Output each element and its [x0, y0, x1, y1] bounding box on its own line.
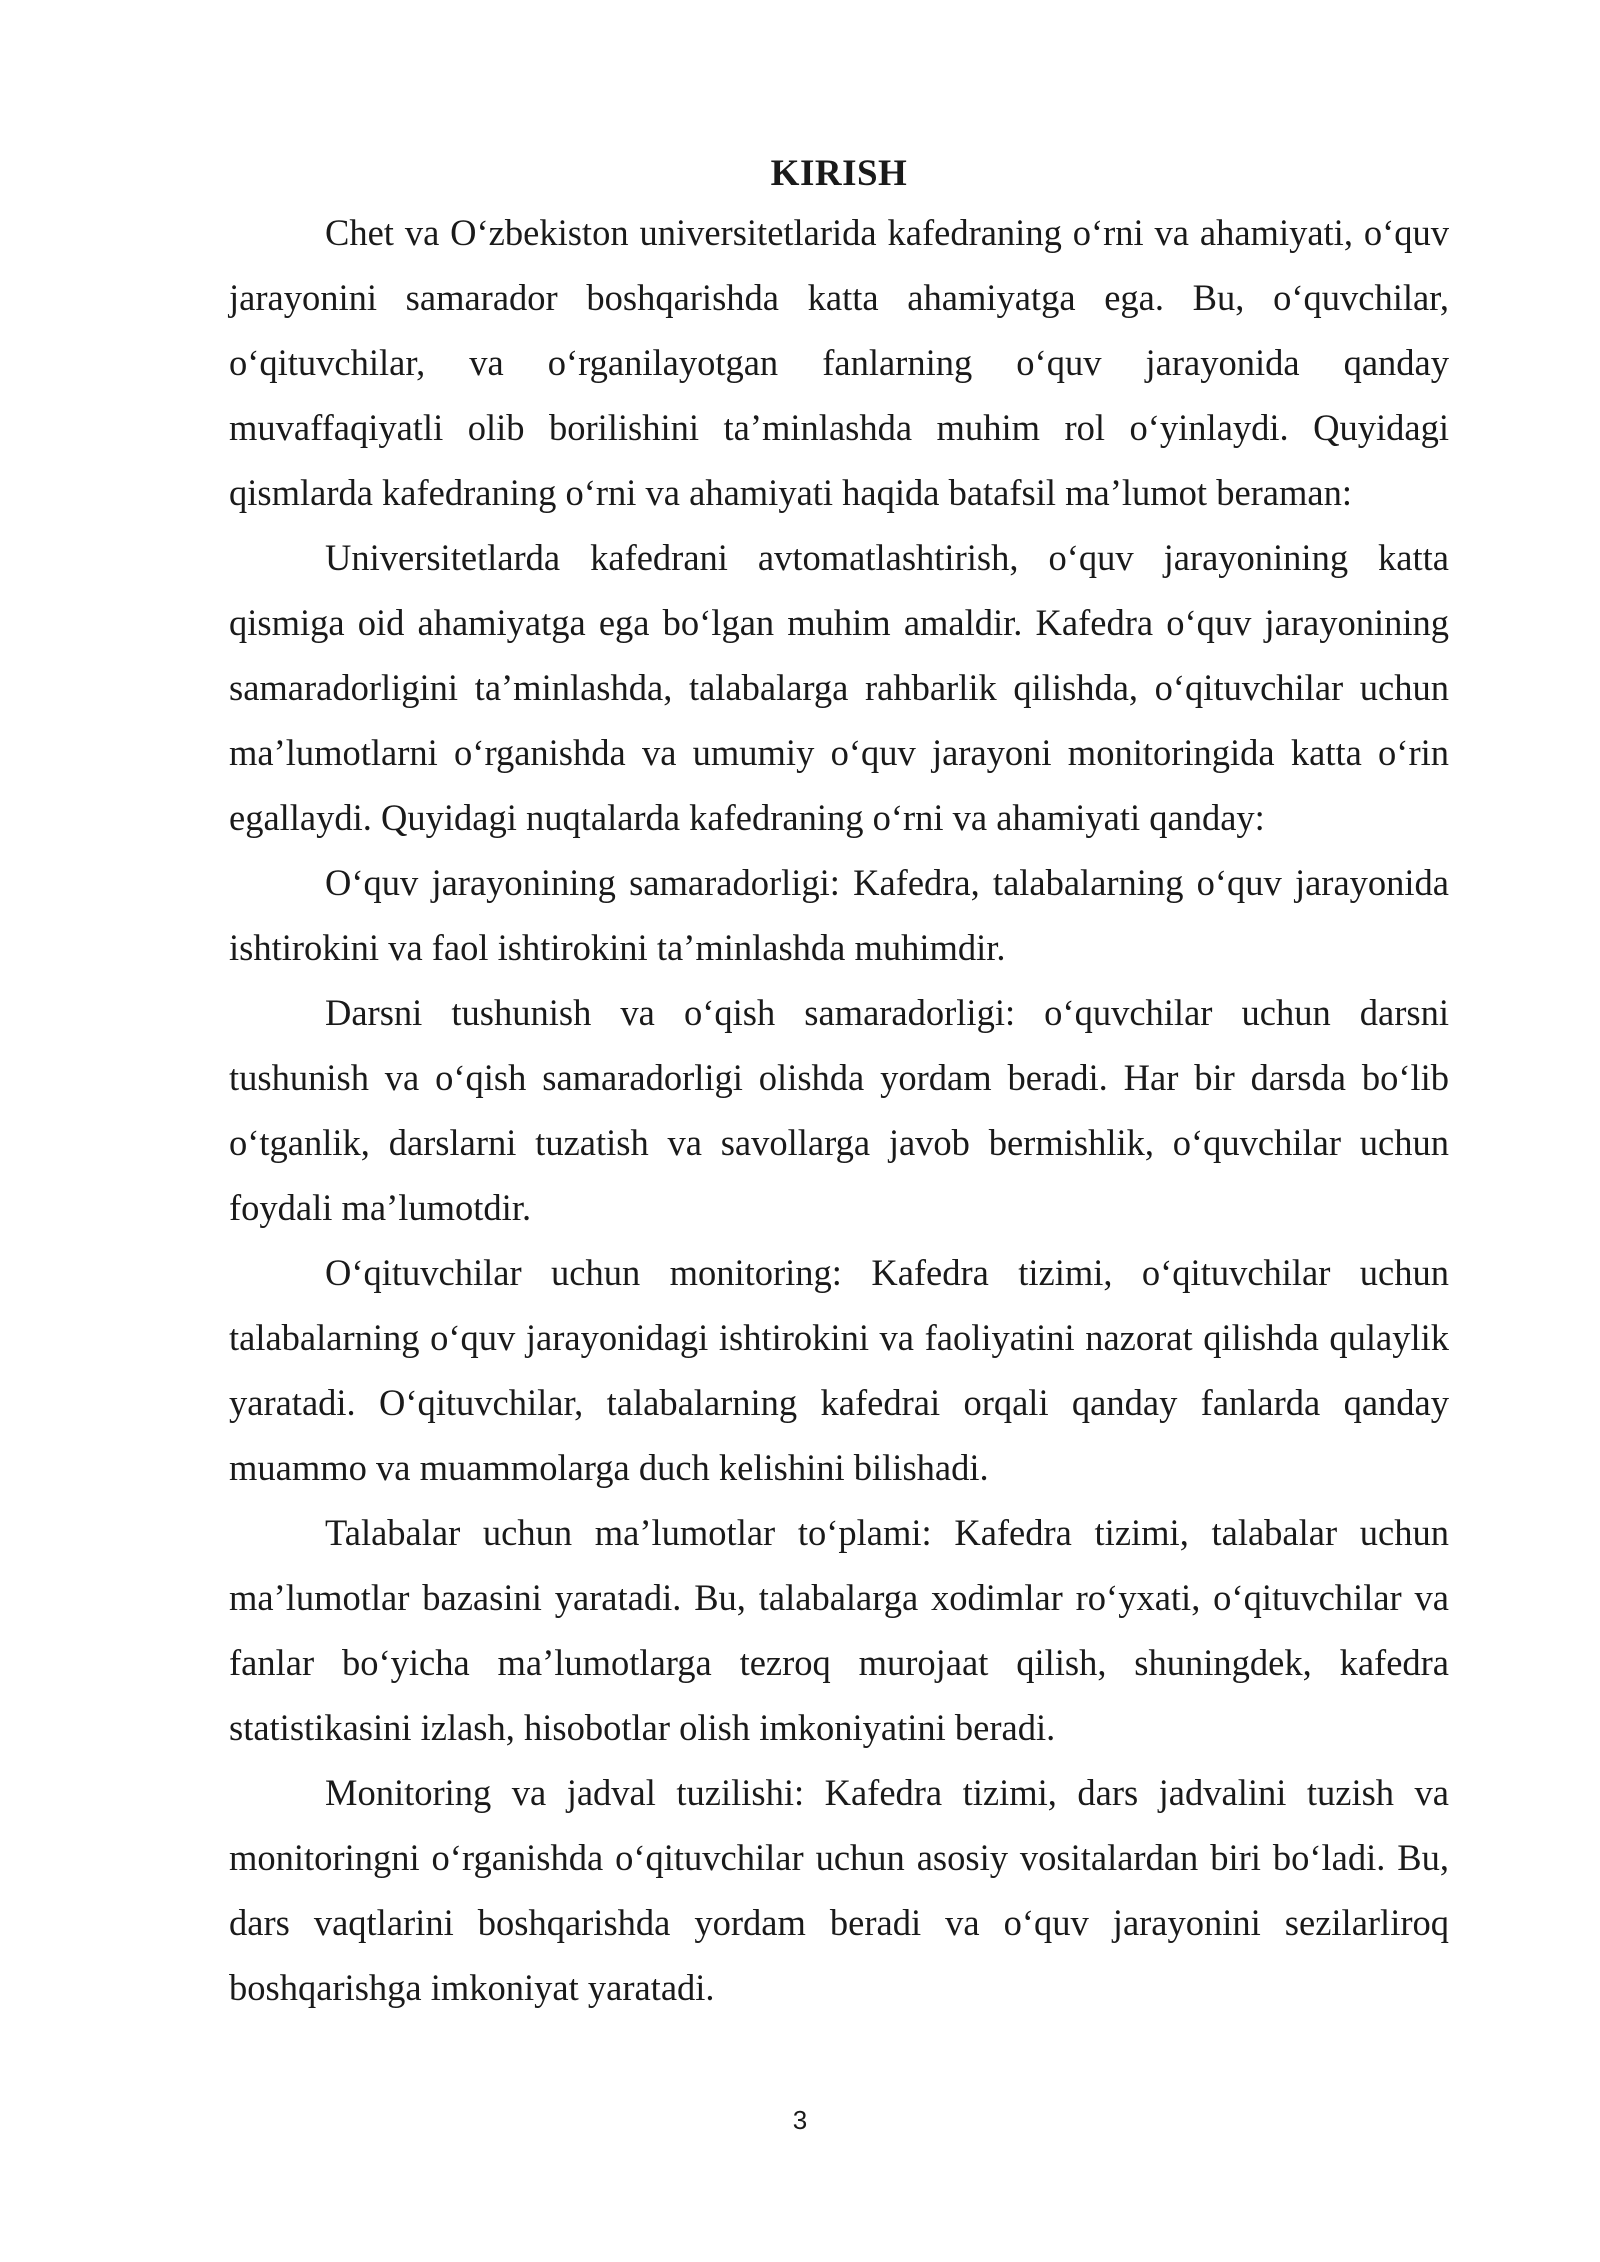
paragraph: Chet va O‘zbekiston universitetlarida kafedraning o‘rni va ahamiyati, o‘quv jarayonini samarador boshqarishda katta ahamiyatga ega. Bu, o‘quvchilar, o‘qituvchilar, va o‘rganilayotgan fanlarning o‘quv jarayonida qanday muvaffaqiyatli olib borilishini ta’minlashda muhim rol o‘yinlaydi. Quyidagi qismlarda kafedraning o‘rni va ahamiyati haqida batafsil ma’lumot beraman: — [229, 212, 1449, 513]
page-number: 3 — [792, 2105, 808, 2135]
paragraph: O‘qituvchilar uchun monitoring: Kafedra tizimi, o‘qituvchilar uchun talabalarning o‘quv jarayonidagi ishtirokini va faoliyatini nazorat qilishda qulaylik yaratadi. O‘qituvchilar, talabalarning kafedrai orqali qanday fanlarda qanday muammo va muammolarga duch kelishini bilishadi. — [229, 1252, 1449, 1488]
paragraph: O‘quv jarayonining samaradorligi: Kafedra, talabalarning o‘quv jarayonida ishtirokini va faol ishtirokini ta’minlashda muhimdir. — [229, 862, 1449, 968]
paragraph: Monitoring va jadval tuzilishi: Kafedra tizimi, dars jadvalini tuzish va monitoringni o‘rganishda o‘qituvchilar uchun asosiy vositalardan biri bo‘ladi. Bu, dars vaqtlarini boshqarishda yordam beradi va o‘quv jarayonini sezilarliroq boshqarishga imkoniyat yaratadi. — [229, 1772, 1449, 2008]
paragraph: Darsni tushunish va o‘qish samaradorligi: o‘quvchilar uchun darsni tushunish va o‘qish samaradorligi olishda yordam beradi. Har bir darsda bo‘lib o‘tganlik, darslarni tuzatish va savollarga javob bermishlik, o‘quvchilar uchun foydali ma’lumotdir. — [229, 992, 1449, 1228]
page-content — [229, 148, 1449, 2020]
paragraph: Universitetlarda kafedrani avtomatlashtirish, o‘quv jarayonining katta qismiga oid ahamiyatga ega bo‘lgan muhim amaldir. Kafedra o‘quv jarayonining samaradorligini ta’minlashda, talabalarga rahbarlik qilishda, o‘qituvchilar uchun ma’lumotlarni o‘rganishda va umumiy o‘quv jarayoni monitoringida katta o‘rin egallaydi. Quyidagi nuqtalarda kafedraning o‘rni va ahamiyati qanday: — [229, 537, 1449, 838]
page-title: KIRISH — [770, 153, 908, 194]
paragraph: Talabalar uchun ma’lumotlar to‘plami: Kafedra tizimi, talabalar uchun ma’lumotlar bazasini yaratadi. Bu, talabalarga xodimlar ro‘yxati, o‘qituvchilar va fanlar bo‘yicha ma’lumotlarga tezroq murojaat qilish, shuningdek, kafedra statistikasini izlash, hisobotlar olish imkoniyatini beradi. — [229, 1512, 1449, 1748]
